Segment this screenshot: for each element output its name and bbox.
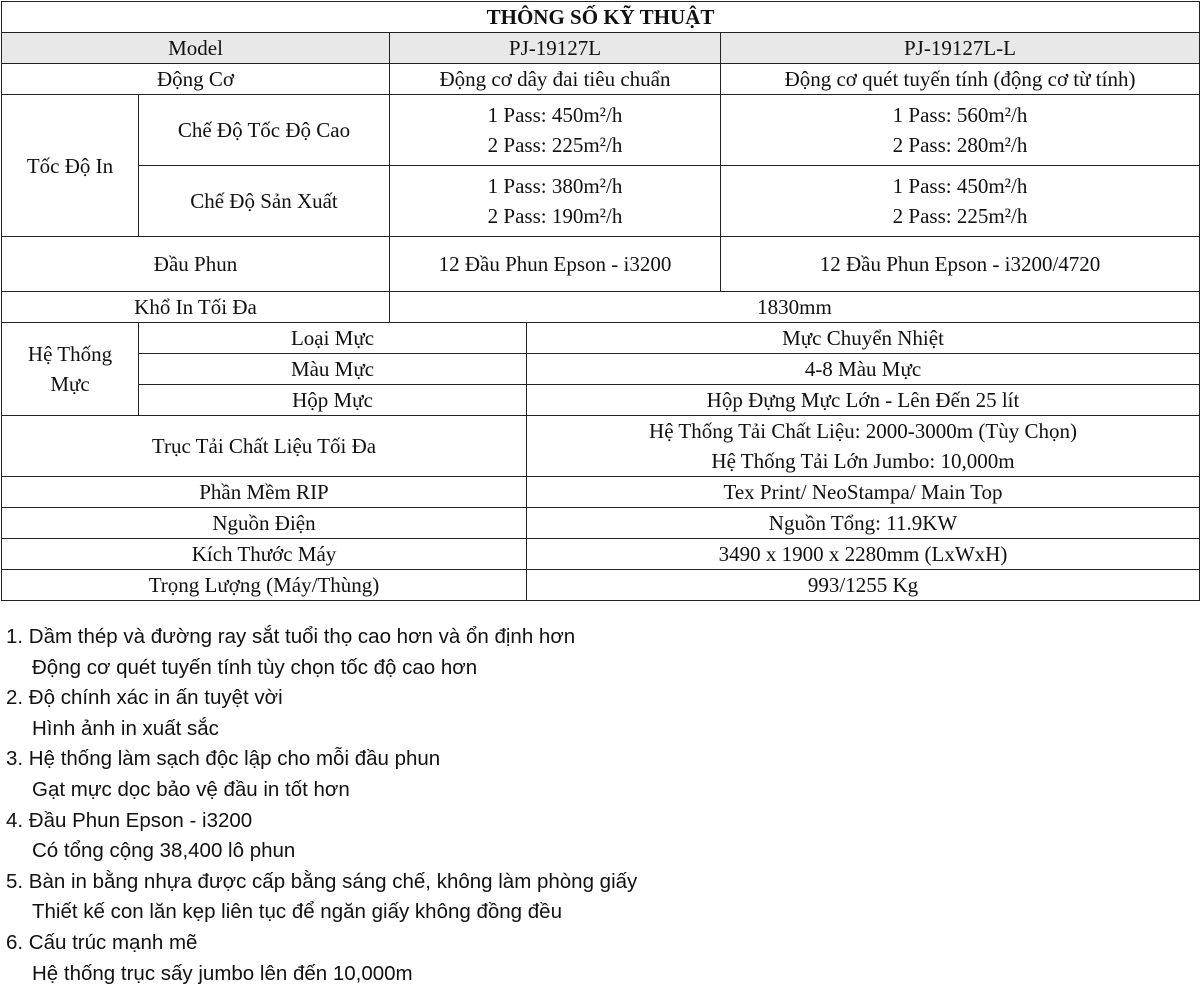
note-6-main: 6. Cấu trúc mạnh mẽ [6, 930, 198, 954]
print-head-col2: 12 Đầu Phun Epson - i3200/4720 [721, 237, 1200, 292]
media-feed-value [527, 416, 1200, 477]
production-col1-line1: 1 Pass: 380m²/h [487, 174, 623, 198]
list-item [6, 928, 637, 989]
feature-notes [6, 622, 637, 989]
list-item [6, 867, 637, 928]
ink-system-label-line1: Hệ Thống [27, 342, 113, 366]
list-item [6, 744, 637, 805]
table-row [2, 237, 1200, 292]
weight-label: Trọng Lượng (Máy/Thùng) [2, 570, 527, 601]
media-feed-line1: Hệ Thống Tải Chất Liệu: 2000-3000m (Tùy Chọn) [649, 419, 1077, 443]
list-item [6, 806, 637, 867]
table-row [2, 477, 1200, 508]
ink-system-label [2, 323, 139, 416]
high-speed-col1 [390, 95, 721, 166]
power-label: Nguồn Điện [2, 508, 527, 539]
table-row [2, 166, 1200, 237]
high-speed-label: Chế Độ Tốc Độ Cao [139, 95, 390, 166]
production-col2 [721, 166, 1200, 237]
weight-value: 993/1255 Kg [527, 570, 1200, 601]
table-row [2, 95, 1200, 166]
ink-color-label: Màu Mực [139, 354, 527, 385]
dimensions-label: Kích Thước Máy [2, 539, 527, 570]
production-col1 [390, 166, 721, 237]
production-label: Chế Độ Sản Xuất [139, 166, 390, 237]
rip-software-label: Phần Mềm RIP [2, 477, 527, 508]
table-row [2, 323, 1200, 354]
max-width-value: 1830mm [390, 292, 1200, 323]
dimensions-value: 3490 x 1900 x 2280mm (LxWxH) [527, 539, 1200, 570]
note-2-main: 2. Độ chính xác in ấn tuyệt vời [6, 686, 283, 710]
engine-col2: Động cơ quét tuyến tính (động cơ từ tính) [721, 64, 1200, 95]
table-title: THÔNG SỐ KỸ THUẬT [2, 2, 1200, 33]
spec-table [1, 1, 1200, 601]
ink-system-label-line2: Mực [50, 372, 90, 396]
note-3-sub: Gạt mực dọc bảo vệ đầu in tốt hơn [32, 777, 350, 801]
production-col1-line2: 2 Pass: 190m²/h [487, 204, 623, 228]
note-2-sub: Hình ảnh in xuất sắc [32, 716, 219, 740]
high-speed-col1-line2: 2 Pass: 225m²/h [487, 133, 623, 157]
table-row [2, 508, 1200, 539]
model-col1: PJ-19127L [390, 33, 721, 64]
note-5-sub: Thiết kế con lăn kẹp liên tục để ngăn giấy không đồng đều [32, 900, 562, 924]
note-1-sub: Động cơ quét tuyến tính tùy chọn tốc độ cao hơn [32, 655, 478, 679]
table-row [2, 570, 1200, 601]
high-speed-col2-line2: 2 Pass: 280m²/h [892, 133, 1028, 157]
high-speed-col1-line1: 1 Pass: 450m²/h [487, 103, 623, 127]
ink-color-value: 4-8 Màu Mực [527, 354, 1200, 385]
table-row [2, 416, 1200, 477]
max-width-label: Khổ In Tối Đa [2, 292, 390, 323]
model-label: Model [2, 33, 390, 64]
table-row [2, 64, 1200, 95]
production-col2-line1: 1 Pass: 450m²/h [892, 174, 1028, 198]
high-speed-col2 [721, 95, 1200, 166]
table-row [2, 539, 1200, 570]
note-6-sub: Hệ thống trục sấy jumbo lên đến 10,000m [32, 961, 413, 985]
list-item [6, 622, 637, 683]
note-4-sub: Có tổng cộng 38,400 lô phun [32, 839, 296, 863]
ink-type-label: Loại Mực [139, 323, 527, 354]
print-head-col1: 12 Đầu Phun Epson - i3200 [390, 237, 721, 292]
ink-box-value: Hộp Đựng Mực Lớn - Lên Đến 25 lít [527, 385, 1200, 416]
rip-software-value: Tex Print/ NeoStampa/ Main Top [527, 477, 1200, 508]
note-4-main: 4. Đầu Phun Epson - i3200 [6, 808, 253, 832]
note-5-main: 5. Bàn in bằng nhựa được cấp bằng sáng chế, không làm phòng giấy [6, 869, 638, 893]
high-speed-col2-line1: 1 Pass: 560m²/h [892, 103, 1028, 127]
print-speed-label: Tốc Độ In [2, 95, 139, 237]
note-3-main: 3. Hệ thống làm sạch độc lập cho mỗi đầu phun [6, 747, 441, 771]
table-row [2, 292, 1200, 323]
engine-col1: Động cơ dây đai tiêu chuẩn [390, 64, 721, 95]
ink-box-label: Hộp Mực [139, 385, 527, 416]
list-item [6, 683, 637, 744]
media-feed-line2: Hệ Thống Tải Lớn Jumbo: 10,000m [711, 449, 1015, 473]
table-row [2, 385, 1200, 416]
ink-type-value: Mực Chuyển Nhiệt [527, 323, 1200, 354]
table-row [2, 33, 1200, 64]
model-col2: PJ-19127L-L [721, 33, 1200, 64]
media-feed-label: Trục Tải Chất Liệu Tối Đa [2, 416, 527, 477]
print-head-label: Đầu Phun [2, 237, 390, 292]
table-row [2, 354, 1200, 385]
note-1-main: 1. Dầm thép và đường ray sắt tuổi thọ cao hơn và ổn định hơn [6, 625, 576, 648]
engine-label: Động Cơ [2, 64, 390, 95]
power-value: Nguồn Tổng: 11.9KW [527, 508, 1200, 539]
production-col2-line2: 2 Pass: 225m²/h [892, 204, 1028, 228]
